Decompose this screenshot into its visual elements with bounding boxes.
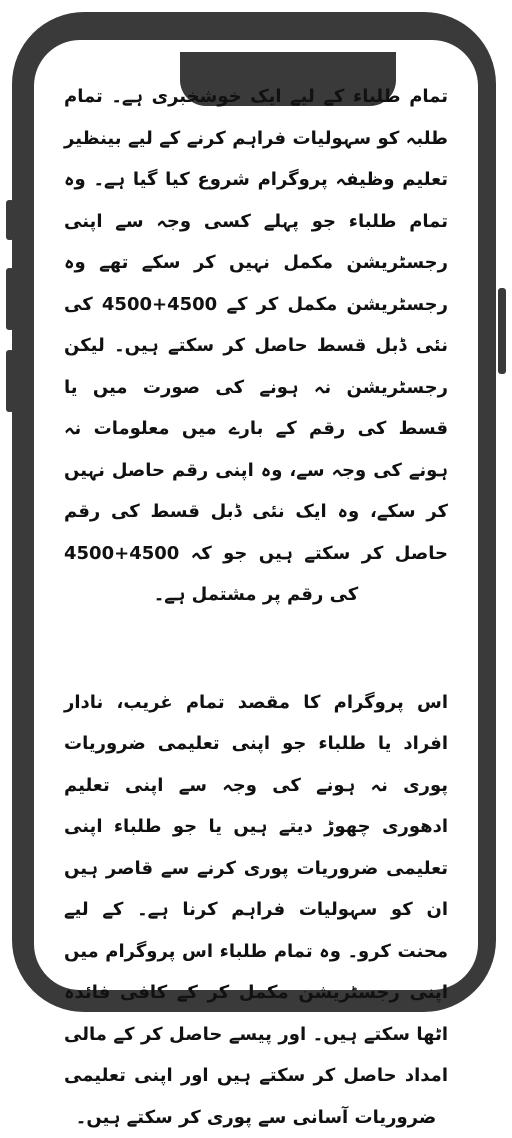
phone-screen — [34, 40, 478, 990]
paragraph-1: تمام طلباء کے لیے ایک خوشخبری ہے۔ تمام طلبہ کو سہولیات فراہم کرنے کے لیے بینظیر تعلیم وظیفہ پروگرام شروع کیا گیا ہے۔ وہ تمام طلباء جو پہلے کسی وجہ سے اپنی رجسٹریشن مکمل نہیں کر سکے تھے وہ رجسٹریشن مکمل کر کے 4500+4500 کی نئی ڈبل قسط حاصل کر سکتے ہیں۔ لیکن رجسٹریشن نہ ہونے کی صورت میں یا قسط کی رقم کے بارے میں معلومات نہ ہونے کی وجہ سے، وہ اپنی رقم حاصل نہیں کر سکے، وہ ایک نئی ڈبل قسط کی رقم حاصل کر سکتے ہیں جو کہ 4500+4500 کی رقم پر مشتمل ہے۔ — [64, 76, 448, 616]
power-button — [498, 288, 506, 374]
article-text — [64, 76, 448, 1138]
paragraph-2: اس پروگرام کا مقصد تمام غریب، نادار افراد یا طلباء جو اپنی تعلیمی ضروریات پوری نہ ہونے کی وجہ سے اپنی تعلیم ادھوری چھوڑ دیتے ہیں یا جو طلباء اپنی تعلیمی ضروریات پوری کرنے سے قاصر ہیں ان کو سہولیات فراہم کرنا ہے۔ کے لیے محنت کرو۔ وہ تمام طلباء اس پروگرام میں اپنی رجسٹریشن مکمل کر کے کافی فائدہ اٹھا سکتے ہیں۔ اور پیسے حاصل کر کے مالی امداد حاصل کر سکتے ہیں اور اپنی تعلیمی ضروریات آسانی سے پوری کر سکتے ہیں۔ — [64, 682, 448, 1138]
